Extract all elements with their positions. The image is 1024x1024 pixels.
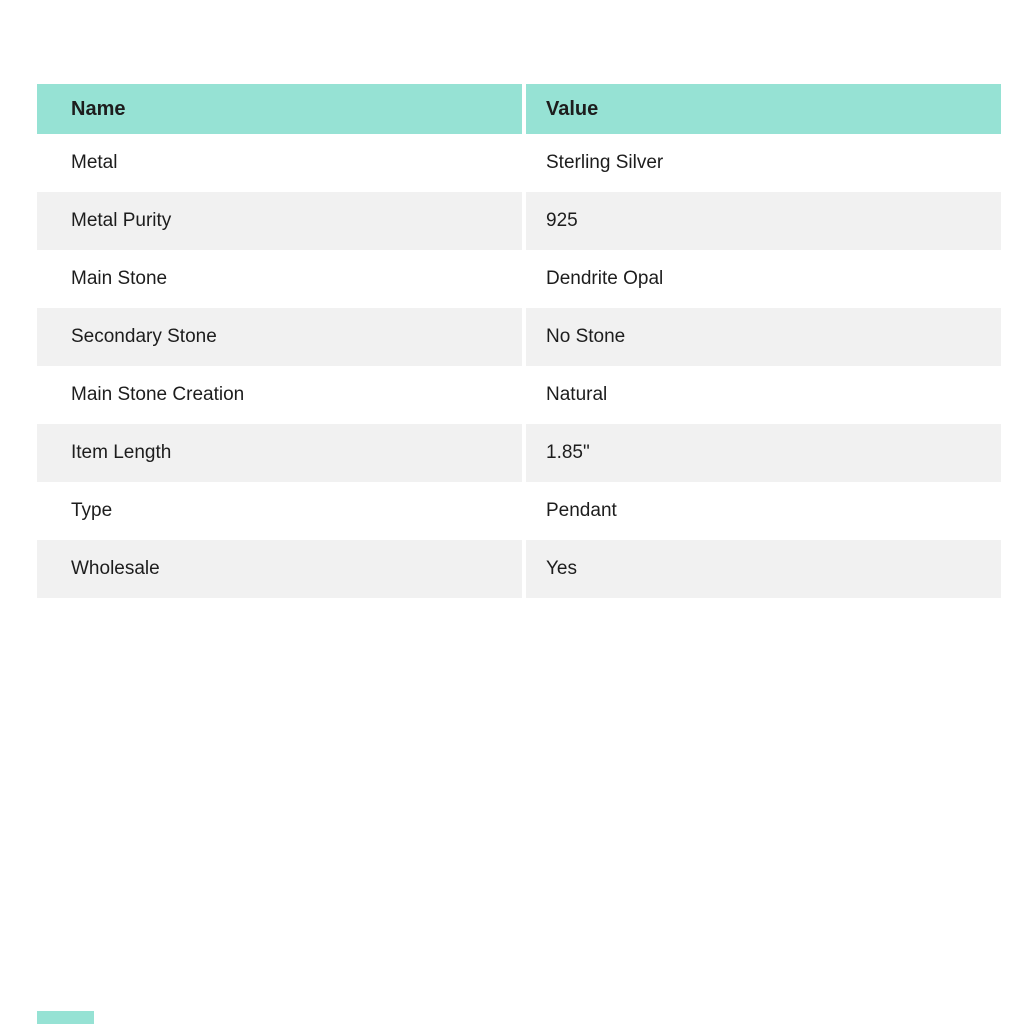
attribute-value-cell: Sterling Silver <box>526 134 1001 192</box>
attribute-value-cell: Dendrite Opal <box>526 250 1001 308</box>
attribute-name-cell: Main Stone Creation <box>37 366 522 424</box>
table-row <box>37 482 1001 540</box>
attribute-name-cell: Type <box>37 482 522 540</box>
table-row <box>37 134 1001 192</box>
table-row <box>37 192 1001 250</box>
table-header-row <box>37 84 1001 134</box>
attribute-name-cell: Metal <box>37 134 522 192</box>
table-row <box>37 250 1001 308</box>
attribute-value-cell: 925 <box>526 192 1001 250</box>
attribute-value-cell: 1.85" <box>526 424 1001 482</box>
table-row <box>37 540 1001 598</box>
attribute-name-cell: Secondary Stone <box>37 308 522 366</box>
table-row <box>37 308 1001 366</box>
attribute-value-cell: No Stone <box>526 308 1001 366</box>
column-header-value: Value <box>526 84 1001 134</box>
attribute-value-cell: Yes <box>526 540 1001 598</box>
attribute-name-cell: Main Stone <box>37 250 522 308</box>
attribute-name-cell: Metal Purity <box>37 192 522 250</box>
column-header-name: Name <box>37 84 522 134</box>
partial-next-table-header <box>37 1011 94 1024</box>
attribute-value-cell: Pendant <box>526 482 1001 540</box>
product-spec-table <box>37 84 1001 598</box>
attribute-value-cell: Natural <box>526 366 1001 424</box>
attribute-name-cell: Item Length <box>37 424 522 482</box>
attribute-name-cell: Wholesale <box>37 540 522 598</box>
table-row <box>37 424 1001 482</box>
table-row <box>37 366 1001 424</box>
